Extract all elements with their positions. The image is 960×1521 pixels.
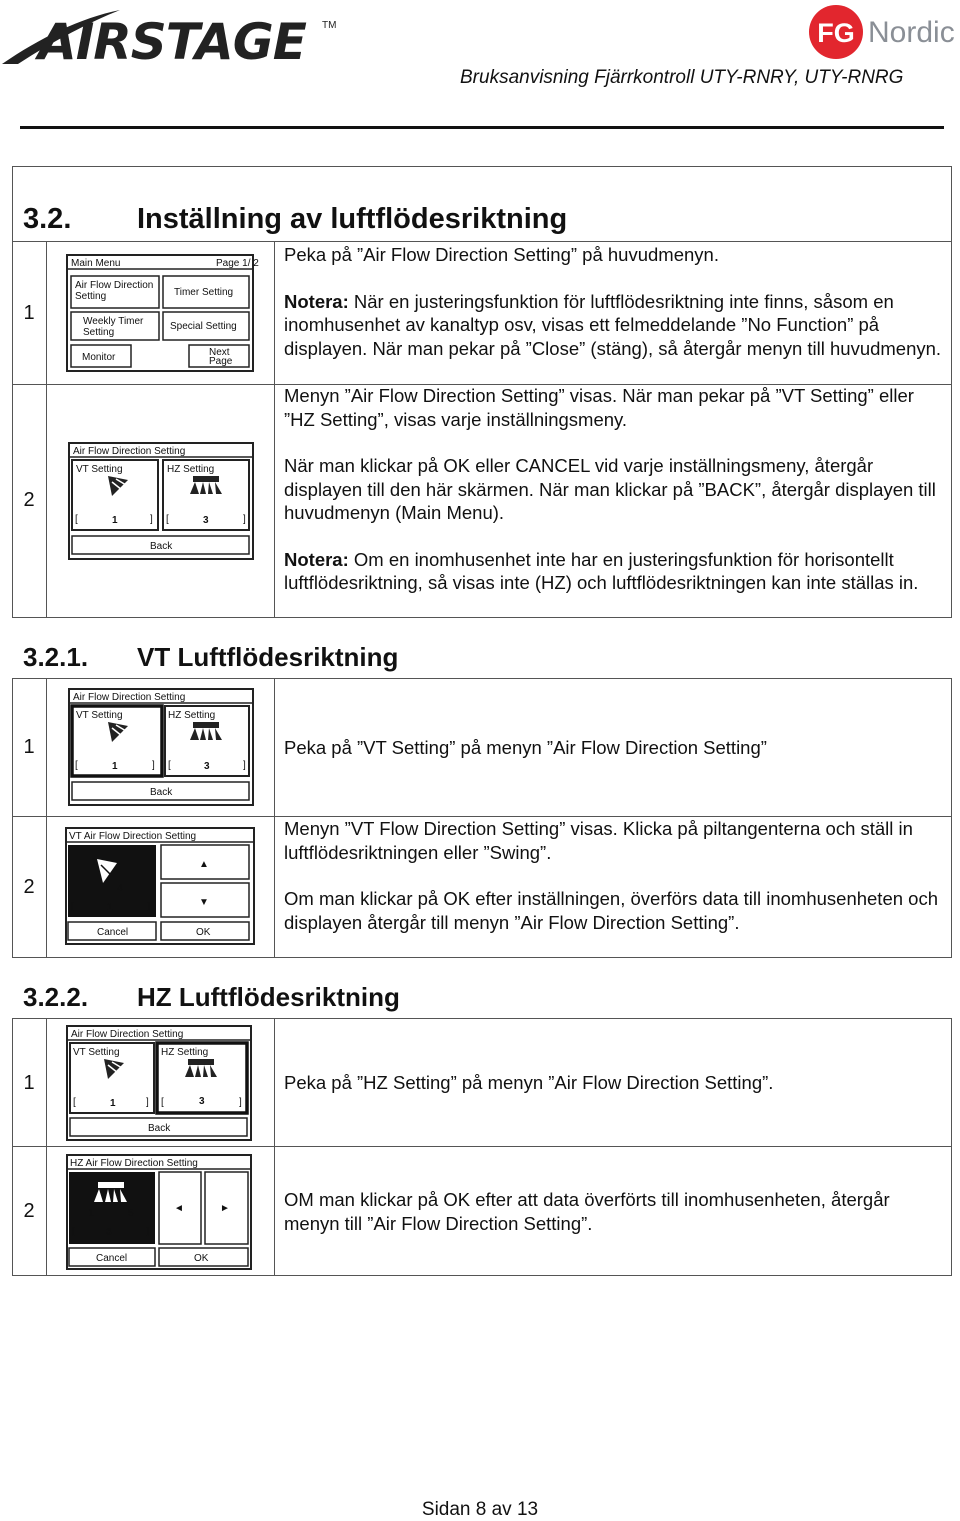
button-label: Timer Setting [174,287,234,298]
fg-nordic-logo [808,4,958,60]
column-divider [274,678,275,958]
note-paragraph [284,290,944,361]
header-divider [20,126,944,129]
air-flow-setting-screenshot [66,1025,252,1141]
bracket: [ [72,1226,75,1237]
subsection-title: HZ Luftflödesriktning [137,982,400,1012]
button-label: Setting [83,327,115,338]
button-label: Next [209,347,230,358]
down-arrow-icon: ▼ [199,897,209,908]
vt-setting-screenshot [65,827,255,945]
nordic-wordmark: Nordic [868,16,955,49]
vt-value: 1 [107,902,113,913]
button-label: VT Setting [76,464,123,475]
bracket: [ [166,514,169,525]
bracket: ] [239,1097,242,1108]
screen-title: VT Air Flow Direction Setting [69,831,197,842]
button-label: Back [150,541,173,552]
button-label: HZ Setting [167,464,215,475]
bracket: [ [73,1097,76,1108]
step-text: Peka på ”HZ Setting” på menyn ”Air Flow Direction Setting”. [284,1072,774,1093]
screen-title: HZ Air Flow Direction Setting [70,1158,198,1169]
bracket: ] [146,1097,149,1108]
vt-value: 1 [110,1098,116,1109]
screen-title: Air Flow Direction Setting [73,692,186,703]
subsection-number: 3.2.1. [23,642,89,672]
note-label: Notera: [284,548,349,570]
column-divider [46,241,47,618]
step-number: 2 [23,1200,35,1222]
bracket: [ [75,760,78,771]
button-label: Back [148,1123,171,1134]
button-label: Air Flow Direction [75,280,154,291]
air-flow-setting-screenshot [68,442,254,560]
bracket: ] [147,901,150,912]
vt-value: 1 [112,761,118,772]
step-text: Peka på ”VT Setting” på menyn ”Air Flow Direction Setting” [284,737,767,758]
hz-value: 3 [203,515,209,526]
airstage-wordmark: AIRSTAGE [38,13,306,71]
subsection-heading [23,642,398,673]
bracket: [ [161,1097,164,1108]
row-divider [12,1146,952,1147]
up-arrow-icon: ▲ [199,859,209,870]
step-text [284,817,944,934]
position-label: 1 [91,857,97,868]
airstage-logo [0,4,345,71]
hz-setting-screenshot [66,1154,252,1270]
step-number: 2 [23,489,35,511]
position-label: 1 [88,1208,94,1219]
bracket: ] [152,760,155,771]
position-label: 4 [117,883,123,894]
button-label: Page [209,356,233,367]
column-divider [46,1018,47,1276]
subsection-heading [23,982,400,1013]
instruction-paragraph: Menyn ”VT Flow Direction Setting” visas. Klicka på piltangenterna och ställ in luftflödesriktningen eller ”Swing”. [284,818,913,863]
main-menu-screenshot [66,254,259,372]
button-label: VT Setting [76,710,123,721]
note-text: Om en inomhusenhet inte har en justeringsfunktion för horisontellt luftflödesriktning, så visas inte (HZ) och luftflödesriktningen kan inte ställas in. [284,548,919,593]
bracket: [ [71,901,74,912]
hz-value: 3 [204,761,210,772]
button-label: Monitor [82,352,116,363]
hz-value: 3 [199,1096,205,1107]
column-divider [274,1018,275,1276]
section-number: 3.2. [23,203,72,235]
vt-value: 1 [112,515,118,526]
note-label: Notera: [284,290,349,312]
section-title: Inställning av luftflödesriktning [137,203,568,235]
button-label: HZ Setting [161,1047,209,1058]
button-label: Cancel [96,1253,128,1264]
note-text: När en justeringsfunktion för luftflödesriktning inte finns, såsom en inomhusenhet av kanaltyp osv, visas ett felmeddelande ”No Function” på displayen. När man pekar på ”Close” (stäng), så återgår menyn till huvudmenyn. [284,290,942,359]
page-number: Sidan 8 av 13 [421,1499,539,1520]
column-divider [274,241,275,618]
hz-value: 3 [106,1227,112,1238]
button-label: Back [150,787,173,798]
note-paragraph [284,548,944,595]
button-label: Setting [75,291,107,302]
step-number: 2 [23,876,35,898]
left-arrow-icon: ◄ [174,1203,184,1214]
bracket: [ [75,514,78,525]
step-number: 1 [23,736,35,758]
step-text [284,243,944,360]
button-label: Special Setting [170,321,237,332]
step-number: 1 [23,302,35,324]
section-heading [23,203,567,236]
button-label: OK [194,1253,209,1264]
button-label: HZ Setting [168,710,216,721]
bracket: ] [146,1226,149,1237]
trademark-mark: TM [322,20,337,31]
bracket: ] [243,760,246,771]
position-label: 5 [128,1208,134,1219]
fg-logo-letters: FG [817,18,855,48]
subsection-number: 3.2.2. [23,982,89,1012]
instruction-paragraph: Om man klickar på OK efter inställningen, överförs data till inomhusenheten och displayen återgår till menyn ”Air Flow Direction Setting”. [284,888,938,933]
bracket: ] [243,514,246,525]
step-number: 1 [23,1072,35,1094]
instruction-paragraph: Menyn ”Air Flow Direction Setting” visas. När man pekar på ”VT Setting” eller ”HZ Setting”, visas varje inställningsmeny. [284,385,914,430]
bracket: ] [150,514,153,525]
screen-title: Main Menu [71,258,121,269]
subsection-title: VT Luftflödesriktning [137,642,399,672]
step-text: OM man klickar på OK efter att data överförts till inomhusenheten, återgår menyn till ”Air Flow Direction Setting”. [284,1189,890,1234]
air-flow-setting-screenshot [68,688,254,806]
button-label: Weekly Timer [83,316,144,327]
screen-title: Air Flow Direction Setting [71,1029,184,1040]
document-subtitle: Bruksanvisning Fjärrkontroll UTY-RNRY, UTY-RNRG [460,67,904,88]
instruction-paragraph: När man klickar på OK eller CANCEL vid varje inställningsmeny, återgår displayen till den här skärmen. När man klickar på ”BACK”, återgår displayen till huvudmenyn (Main Menu). [284,455,936,523]
instruction-line: Peka på ”Air Flow Direction Setting” på huvudmenyn. [284,244,719,265]
button-label: VT Setting [73,1047,120,1058]
page-indicator: Page 1/ 2 [216,258,259,269]
screen-title: Air Flow Direction Setting [73,446,186,457]
button-label: OK [196,927,211,938]
right-arrow-icon: ► [220,1203,230,1214]
step-text [284,384,944,595]
button-label: Cancel [97,927,129,938]
column-divider [46,678,47,958]
bracket: [ [168,760,171,771]
